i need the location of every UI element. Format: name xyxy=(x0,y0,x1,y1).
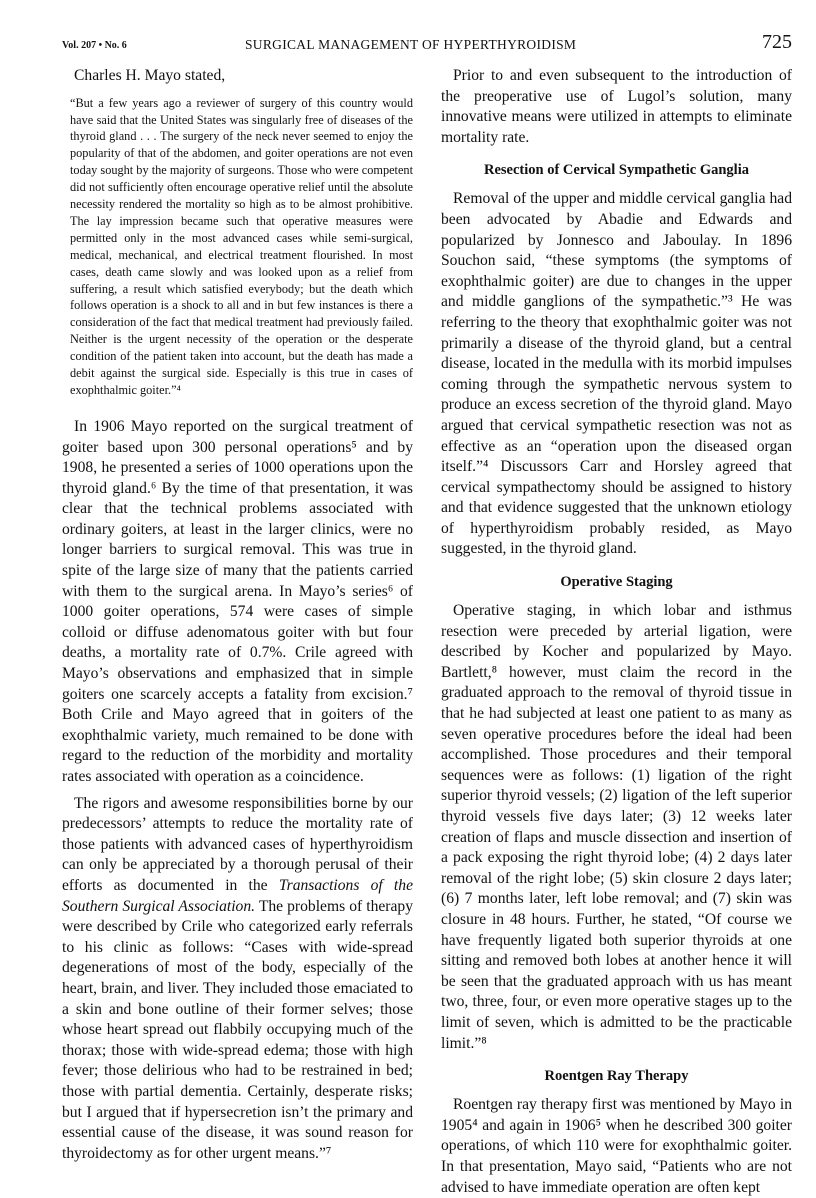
paragraph: Operative staging, in which lobar and isthmus resection were preceded by arterial ligation, were described by Kocher and popularized by Mayo. Bartlett,⁸ however, must claim the record in the graduated approach to the removal of thyroid tissue in that he had subjected at least one patient to as many as seven operative procedures before the ideal had been accomplished. Those procedures and their temporal sequences were as follows: (1) ligation of the right superior thyroid vessels; (2) ligation of the left superior thyroid vessels five days later; (3) 12 weeks later creation of flaps and muscle dissection and insertion of a pack exposing the right thyroid lobe; (4) 2 days later removal of the right lobe; (5) skin closure 2 days later; (6) 7 months later, left lobe removal; and (7) skin was closure in 48 hours. Further, he stated, “Of course we have frequently ligated both superior thyroids at one sitting and removed both lobes at another hence it will be seen that the graduated approach with us has meant two, three, four, or even more operative stages up to the limit of seven, which is admitted to be the practicable limit.”⁸ xyxy=(441,602,792,1052)
section-heading: Resection of Cervical Sympathetic Ganglia xyxy=(484,162,749,179)
running-title: SURGICAL MANAGEMENT OF HYPERTHYROIDISM xyxy=(245,37,577,52)
journal-title: Transactions of the Southern Surgical Association. xyxy=(62,876,413,915)
paragraph: Removal of the upper and middle cervical ganglia had been advocated by Abadie and Edwards and popularized by Jonnesco and Jaboulay. In 1896 Souchon said, “these symptoms (the symptoms of exophthalmic goiter) are due to changes in the upper and middle ganglions of the sympathetic.”³ He was referring to the theory that exophthalmic goiter was not primarily a disease of the thyroid gland, but a central disease, located in the medulla with its morbid impulses coming through the sympathetic nervous system to produce an excess secretion of the thyroid gland. Mayo argued that cervical sympathetic resection was not as effective as an “operation upon the diseased organ itself.”⁴ Discussors Carr and Horsley agreed that cervical sympathectomy should be assigned to history and that evidence suggested that the unknown etiology of hyperthyroidism probably resided, as Mayo suggested, in the thyroid gland. xyxy=(441,190,792,558)
section-heading: Roentgen Ray Therapy xyxy=(544,1068,689,1085)
paragraph xyxy=(62,794,413,1165)
left-column xyxy=(62,66,413,1164)
page-number: 725 xyxy=(762,31,792,53)
block-quote: “But a few years ago a reviewer of surgery of this country would have said that the United States was singularly free of diseases of the thyroid gland . . . The surgery of the neck never seemed to enjoy the popularity of that of the abdomen, and goiter operations are not even today sought by the majority of surgeons. Those who were competent did not sufficiently often encourage operative relief until the absolute necessity rendered the mortality so high as to be almost prohibitive. The lay impression became such that operative measures were permitted only in the most advanced cases while semi-surgical, medical, mechanical, and electrical treatment flourished. In most cases, death came slowly and was looked upon as a relief from suffering, a result which satisfied everybody; but the death which follows operation is a shock to all and in but few instances is there a consideration of the fact that medical treatment had previously failed. Neither is the urgent necessity of the operation or the desperate condition of the patient taken into account, but the death has made a debit against the surgical side. Especially is this true in cases of exophthalmic goiter.”⁴ xyxy=(70,95,413,397)
quote-intro: Charles H. Mayo stated, xyxy=(74,67,226,84)
paragraph: In 1906 Mayo reported on the surgical treatment of goiter based upon 300 personal operations⁵ and by 1908, he presented a series of 1000 operations upon the thyroid gland.⁶ By the time of that presentation, it was clear that the technical problems associated with ordinary goiters, at least in the larger clinics, were no longer barriers to surgical removal. This was true in spite of the large size of many that the patients carried with them to the surgical arena. In Mayo’s series⁶ of 1000 goiter operations, 574 were cases of simple colloid or diffuse adenomatous goiter with but four deaths, a mortality rate of 0.7%. Crile agreed with Mayo’s observations and emphasized that in simple goiters one scarcely accepts a fatality from excision.⁷ Both Crile and Mayo agreed that in goiters of the exophthalmic variety, much remained to be done with regard to the reduction of the morbidity and mortality rates associated with operation as a coincidence. xyxy=(62,417,413,785)
text: The problems of therapy were described by Crile who categorized early referrals to his clinic as follows: “Cases with wide-spread degenerations of most of the body, especially of the heart, brain, and liver. They included those emaciated to a skin and bone outline of their former selves; those whose heart spread out flabbily occupying much of the thorax; those with wide-spread edema; those with high fever; those delirious who had to be restrained in bed; those with partial dementia. Certainly, desperate risks; but I argued that if hypersecretion isn’t the primary and essential cause of the disease, it was sound reason for thyroidectomy as for other urgent means.”⁷ xyxy=(62,897,413,1162)
paragraph: Roentgen ray therapy first was mentioned by Mayo in 1905⁴ and again in 1906⁵ when he described 300 goiter operations, of which 110 were for exophthalmic goiter. In that presentation, Mayo said, “Patients who are not advised to have immediate operation are often kept xyxy=(441,1096,792,1196)
section-heading: Operative Staging xyxy=(560,574,673,591)
right-column xyxy=(441,66,792,1198)
text: The rigors and awesome responsibilities borne by our predecessors’ attempts to reduce the mortality rate of those patients with advanced cases of hyperthyroidism can only be appreciated by a thorough perusal of their efforts as documented in the xyxy=(62,794,413,894)
volume-label: Vol. 207 • No. 6 xyxy=(62,40,127,51)
paragraph: Prior to and even subsequent to the introduction of the preoperative use of Lugol’s solution, many innovative means were utilized in attempts to eliminate mortality rate. xyxy=(441,67,792,146)
